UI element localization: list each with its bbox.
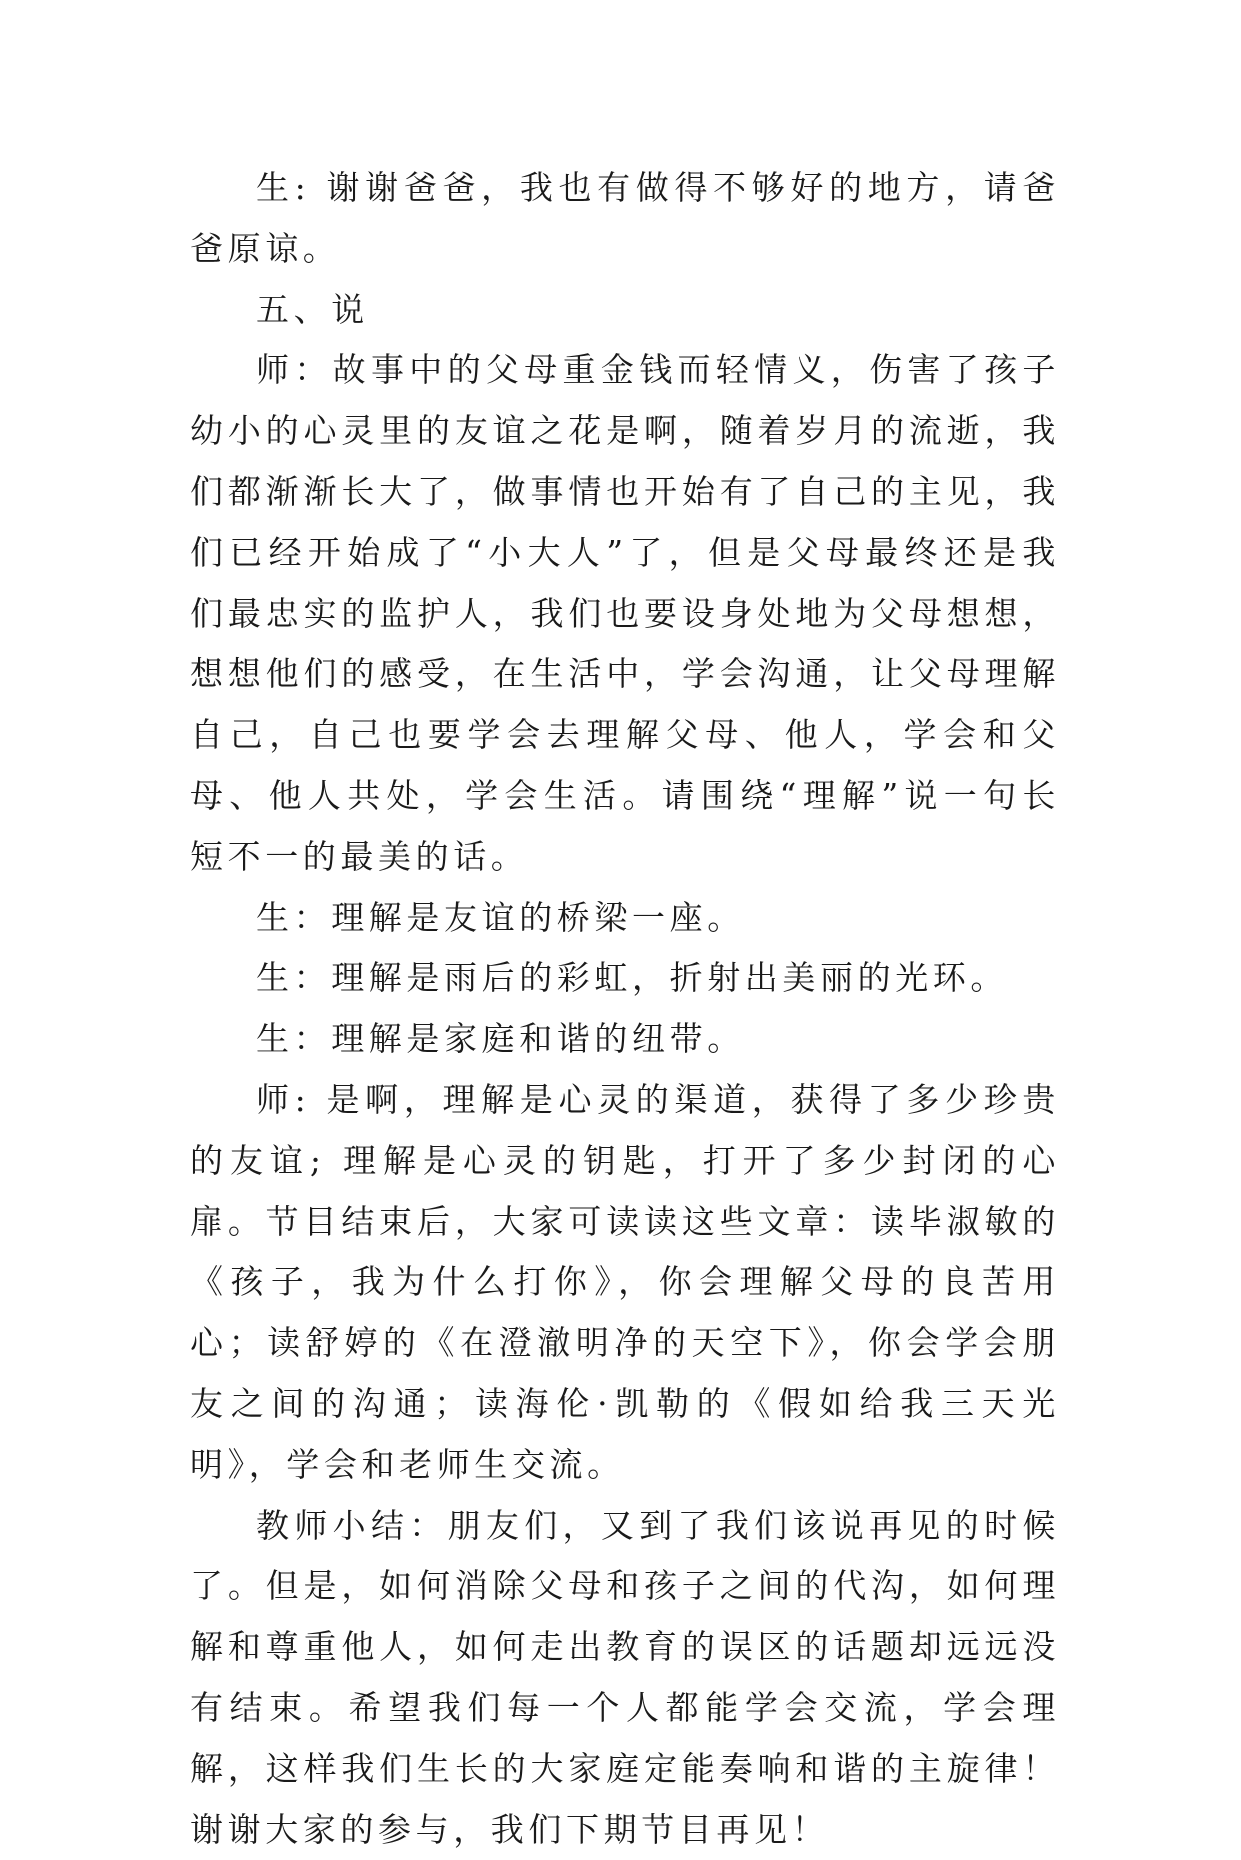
student-answer-3: 生：理解是家庭和谐的纽带。	[256, 1019, 745, 1059]
student-answer-2: 生：理解是雨后的彩虹，折射出美丽的光环。	[256, 958, 1008, 998]
teacher-paragraph: 师：故事中的父母重金钱而轻情义，伤害了孩子幼小的心灵里的友谊之花是啊，随着岁月的流逝，我们都渐渐长大了，做事情也开始有了自己的主见，我们已经开始成了“小大人”了，但是父母最终还是我们最忠实的监护人，我们也要设身处地为父母想想，想想他们的感受，在生活中，学会沟通，让父母理解自己，自己也要学会去理解父母、他人，学会和父母、他人共处，学会生活。请围绕“理解”说一句长短不一的最美的话。	[190, 350, 1060, 876]
section-heading-five: 五、说	[256, 289, 369, 329]
student-answer-1: 生：理解是友谊的桥梁一座。	[256, 897, 745, 937]
teacher-summary-paragraph: 教师小结：朋友们，又到了我们该说再见的时候了。但是，如何消除父母和孩子之间的代沟，如何理解和尊重他人，如何走出教育的误区的话题却远远没有结束。希望我们每一个人都能学会交流，学会理解，这样我们生长的大家庭定能奏响和谐的主旋律！谢谢大家的参与，我们下期节目再见！	[190, 1505, 1060, 1849]
student-reply-paragraph: 生: 谢谢爸爸，我也有做得不够好的地方，请爸爸原谅。	[190, 168, 1060, 268]
teacher-reading-paragraph: 师: 是啊，理解是心灵的渠道，获得了多少珍贵的友谊; 理解是心灵的钥匙，打开了多少封闭的心扉。节目结束后，大家可读读这些文章：读毕淑敏的《孩子，我为什么打你》，你会理解父母的良苦用心；读舒婷的《在澄澈明净的天空下》，你会学会朋友之间的沟通；读海伦·凯勒的《假如给我三天光明》，学会和老师生交流。	[190, 1079, 1060, 1484]
document-body	[190, 158, 1060, 1860]
